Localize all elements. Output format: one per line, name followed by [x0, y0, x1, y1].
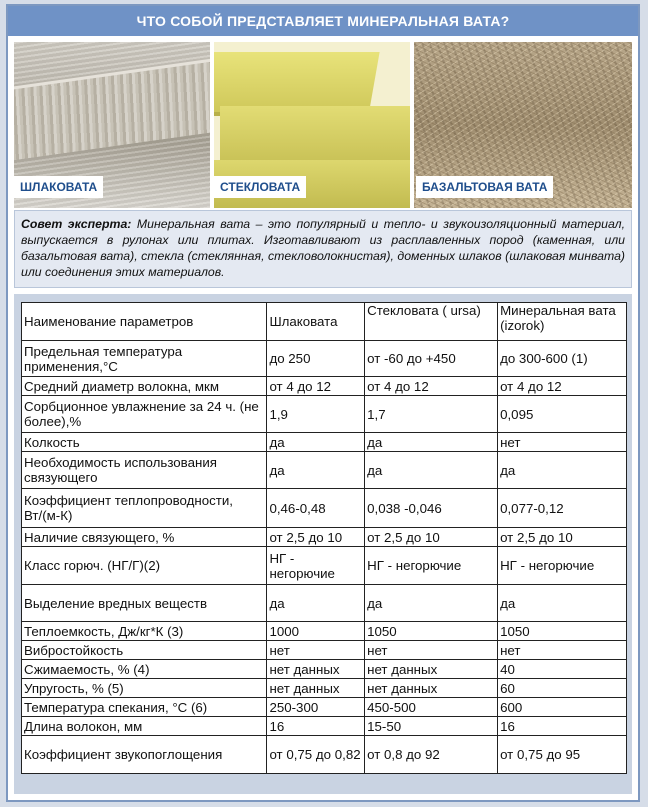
table-cell: да — [267, 452, 365, 489]
table-cell: Длина волокон, мм — [22, 717, 267, 736]
slag-wool-slab-illustration — [14, 56, 210, 160]
table-cell: Температура спекания, °С (6) — [22, 698, 267, 717]
table-row — [22, 622, 627, 641]
table-row — [22, 698, 627, 717]
table-row — [22, 396, 627, 433]
table-row — [22, 528, 627, 547]
table-cell: Сорбционное увлажнение за 24 ч. (не более),% — [22, 396, 267, 433]
table-cell: Вибростойкость — [22, 641, 267, 660]
table-cell: да — [267, 585, 365, 622]
table-row — [22, 341, 627, 377]
table-row — [22, 641, 627, 660]
table-cell: да — [365, 585, 498, 622]
table-cell: 15-50 — [365, 717, 498, 736]
table-cell: 1,7 — [365, 396, 498, 433]
table-cell: нет данных — [365, 660, 498, 679]
table-cell: Класс горюч. (НГ/Г)(2) — [22, 547, 267, 585]
table-cell: от 0,75 до 95 — [498, 736, 627, 774]
table-cell: НГ - негорючие — [365, 547, 498, 585]
infographic-frame — [6, 4, 640, 802]
table-cell: 16 — [498, 717, 627, 736]
advice-lead: Совет эксперта: — [21, 217, 132, 231]
table-header-cell: Шлаковата — [267, 303, 365, 341]
table-cell: 0,077-0,12 — [498, 489, 627, 528]
table-cell: нет — [498, 641, 627, 660]
table-cell: 1050 — [498, 622, 627, 641]
advice-text: Минеральная вата – это популярный и тепло- и звукоизоляционный материал, выпускается в рулонах или плитах. Изготавливают из расплавленных пород (каменная, или базальтовая вата), стекла (стеклянная, стекловолокнистая), доменных шлаков (шлаковая минвата) или соединения этих материалов. — [21, 217, 625, 279]
table-row — [22, 736, 627, 774]
table-cell: Коэффициент теплопроводности, Вт/(м-К) — [22, 489, 267, 528]
table-cell: до 250 — [267, 341, 365, 377]
table-cell: Средний диаметр волокна, мкм — [22, 377, 267, 396]
table-cell: Теплоемкость, Дж/кг*К (3) — [22, 622, 267, 641]
table-cell: от 0,75 до 0,82 — [267, 736, 365, 774]
table-cell: 1,9 — [267, 396, 365, 433]
table-header-cell: Стекловата ( ursa) — [365, 303, 498, 341]
photo-label-basalt-wool: БАЗАЛЬТОВАЯ ВАТА — [416, 176, 553, 198]
table-cell: от 4 до 12 — [267, 377, 365, 396]
table-cell: нет данных — [267, 660, 365, 679]
table-cell: 0,46-0,48 — [267, 489, 365, 528]
table-cell: 0,095 — [498, 396, 627, 433]
table-row — [22, 433, 627, 452]
table-cell: от 4 до 12 — [498, 377, 627, 396]
photo-glass-wool — [214, 42, 410, 208]
glass-wool-board-illustration — [220, 106, 410, 166]
table-cell: 600 — [498, 698, 627, 717]
table-cell: 0,038 -0,046 — [365, 489, 498, 528]
table-row — [22, 547, 627, 585]
table-cell: от 4 до 12 — [365, 377, 498, 396]
table-cell: Выделение вредных веществ — [22, 585, 267, 622]
photo-label-glass-wool: СТЕКЛОВАТА — [214, 176, 306, 198]
table-cell: нет — [365, 641, 498, 660]
table-cell: 40 — [498, 660, 627, 679]
table-row — [22, 377, 627, 396]
table-cell: от 2,5 до 10 — [365, 528, 498, 547]
table-cell: 60 — [498, 679, 627, 698]
table-cell: да — [365, 433, 498, 452]
parameters-table — [21, 302, 627, 774]
table-cell: 1000 — [267, 622, 365, 641]
table-header-cell: Наименование параметров — [22, 303, 267, 341]
table-cell: Предельная температура применения,°С — [22, 341, 267, 377]
table-cell: нет — [498, 433, 627, 452]
parameters-table-container — [14, 294, 632, 794]
page-title: ЧТО СОБОЙ ПРЕДСТАВЛЯЕТ МИНЕРАЛЬНАЯ ВАТА? — [8, 6, 638, 36]
table-cell: Упругость, % (5) — [22, 679, 267, 698]
table-row — [22, 717, 627, 736]
table-cell: да — [365, 452, 498, 489]
table-cell: до 300-600 (1) — [498, 341, 627, 377]
table-cell: да — [498, 585, 627, 622]
table-cell: Колкость — [22, 433, 267, 452]
table-row — [22, 452, 627, 489]
table-row — [22, 585, 627, 622]
table-header-row — [22, 303, 627, 341]
table-cell: от 2,5 до 10 — [498, 528, 627, 547]
table-cell: Сжимаемость, % (4) — [22, 660, 267, 679]
photo-strip — [14, 42, 632, 208]
table-cell: Коэффициент звукопоглощения — [22, 736, 267, 774]
table-row — [22, 489, 627, 528]
photo-slag-wool — [14, 42, 210, 208]
table-cell: Наличие связующего, % — [22, 528, 267, 547]
table-cell: 450-500 — [365, 698, 498, 717]
table-cell: от 0,8 до 92 — [365, 736, 498, 774]
table-row — [22, 660, 627, 679]
table-cell: да — [498, 452, 627, 489]
table-cell: от 2,5 до 10 — [267, 528, 365, 547]
expert-advice — [14, 210, 632, 288]
table-cell: Необходимость использования связующего — [22, 452, 267, 489]
table-cell: НГ - негорючие — [498, 547, 627, 585]
table-cell: да — [267, 433, 365, 452]
table-cell: нет — [267, 641, 365, 660]
table-cell: НГ - негорючие — [267, 547, 365, 585]
table-cell: нет данных — [267, 679, 365, 698]
table-row — [22, 679, 627, 698]
table-cell: 16 — [267, 717, 365, 736]
table-header-cell: Минеральная вата (izorok) — [498, 303, 627, 341]
photo-label-slag-wool: ШЛАКОВАТА — [14, 176, 103, 198]
table-cell: 1050 — [365, 622, 498, 641]
photo-basalt-wool — [414, 42, 632, 208]
table-cell: нет данных — [365, 679, 498, 698]
table-cell: от -60 до +450 — [365, 341, 498, 377]
table-cell: 250-300 — [267, 698, 365, 717]
